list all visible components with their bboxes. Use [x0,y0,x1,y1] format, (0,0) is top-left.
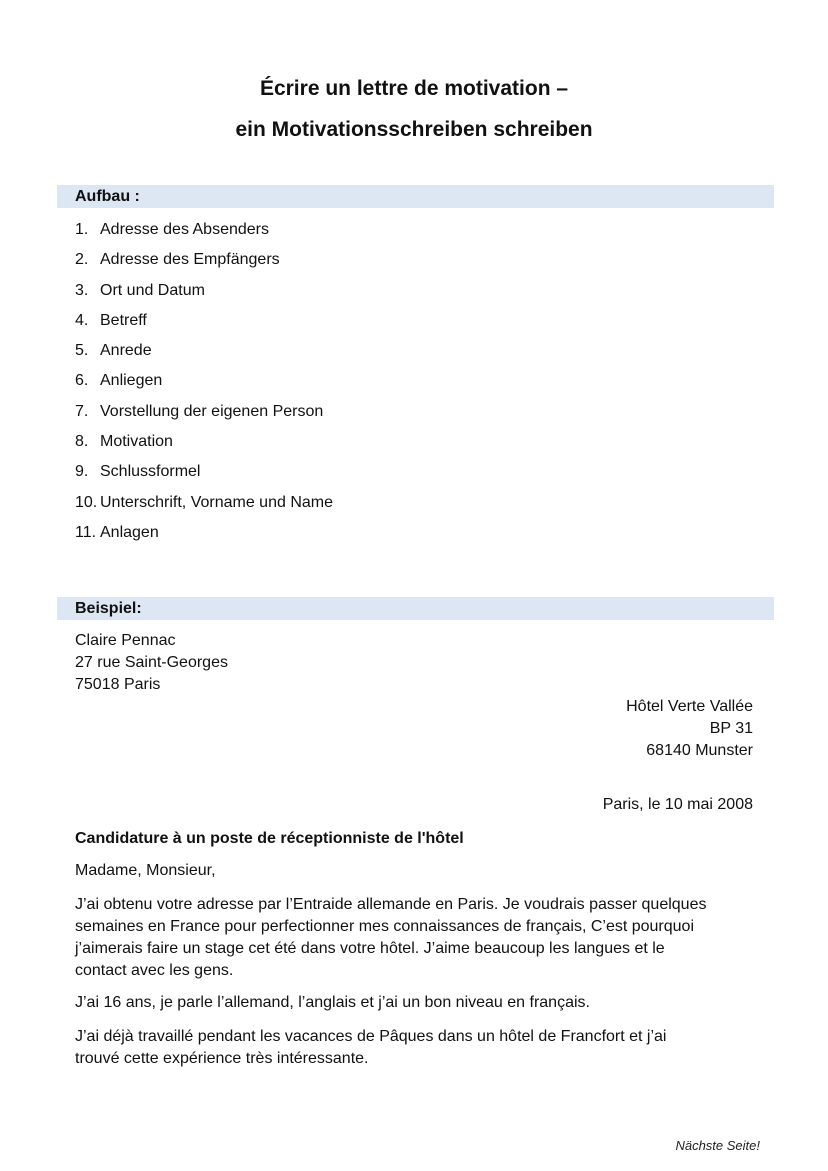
sender-address [75,630,228,696]
list-item [75,340,333,370]
paragraph-line: j’aimerais faire un stage cet été dans votre hôtel. J’aime beaucoup les langues et le [75,940,665,957]
paragraph-line: J’ai 16 ans, je parle l’allemand, l’anglais et j’ai un bon niveau en français. [75,994,590,1011]
place-and-date: Paris, le 10 mai 2008 [602,796,753,813]
list-item-number: 11. [75,523,97,541]
list-item-number: 3. [75,281,89,299]
section-bar-beispiel [57,597,774,620]
paragraph-line: J’ai déjà travaillé pendant les vacances de Pâques dans un hôtel de Francfort et j’ai [75,1028,667,1045]
paragraph-line: contact avec les gens. [75,962,234,979]
list-item [75,401,333,431]
section-heading-aufbau: Aufbau : [75,188,140,205]
section-heading-beispiel: Beispiel: [75,600,142,617]
sender-name: Claire Pennac [75,632,176,649]
title-line-1: Écrire un lettre de motivation – [259,77,569,100]
list-item-number: 6. [75,372,89,390]
aufbau-list [75,219,333,552]
list-item-text: Anliegen [100,372,163,390]
recipient-po-box: BP 31 [709,720,753,737]
list-item-text: Ort und Datum [100,281,205,299]
section-bar-aufbau [57,185,774,208]
list-item-number: 5. [75,342,89,360]
list-item-number: 1. [75,221,89,238]
list-item-text: Betreff [100,311,147,329]
list-item [75,280,333,310]
list-item [75,461,333,491]
paragraph-line: semaines en France pour perfectionner mes connaissances de français, C’est pourquoi [75,918,694,935]
recipient-name: Hôtel Verte Vallée [626,698,753,715]
list-item-number: 2. [75,251,89,269]
list-item [75,431,333,461]
letter-paragraph [75,1026,765,1070]
list-item-text: Adresse des Absenders [100,221,269,238]
sender-city: 75018 Paris [75,676,161,693]
letter-paragraph [75,992,765,1014]
paragraph-line: J’ai obtenu votre adresse par l’Entraide allemande en Paris. Je voudrais passer quelques [75,896,707,913]
list-item-text: Anrede [100,342,152,360]
list-item [75,492,333,522]
letter-salutation: Madame, Monsieur, [75,862,216,879]
title-line-2: ein Motivationsschreiben schreiben [235,118,593,141]
list-item-number: 8. [75,433,89,451]
list-item-number: 7. [75,402,89,420]
list-item [75,370,333,400]
list-item-text: Anlagen [100,523,159,541]
list-item [75,310,333,340]
recipient-address [626,696,753,762]
list-item-text: Motivation [100,433,173,451]
next-page-note: Nächste Seite! [675,1138,760,1153]
list-item-text: Schlussformel [100,463,201,481]
list-item [75,219,333,249]
list-item [75,522,333,552]
list-item-text: Adresse des Empfängers [100,251,280,269]
paragraph-line: trouvé cette expérience très intéressante. [75,1050,369,1067]
list-item-number: 10. [75,493,98,511]
letter-subject: Candidature à un poste de réceptionniste de l'hôtel [75,830,464,847]
list-item [75,249,333,279]
list-item-text: Unterschrift, Vorname und Name [100,493,333,511]
list-item-number: 4. [75,311,89,329]
sender-street: 27 rue Saint-Georges [75,654,228,671]
recipient-city: 68140 Munster [646,742,753,759]
list-item-number: 9. [75,463,89,481]
list-item-text: Vorstellung der eigenen Person [100,402,324,420]
letter-paragraph [75,894,765,982]
